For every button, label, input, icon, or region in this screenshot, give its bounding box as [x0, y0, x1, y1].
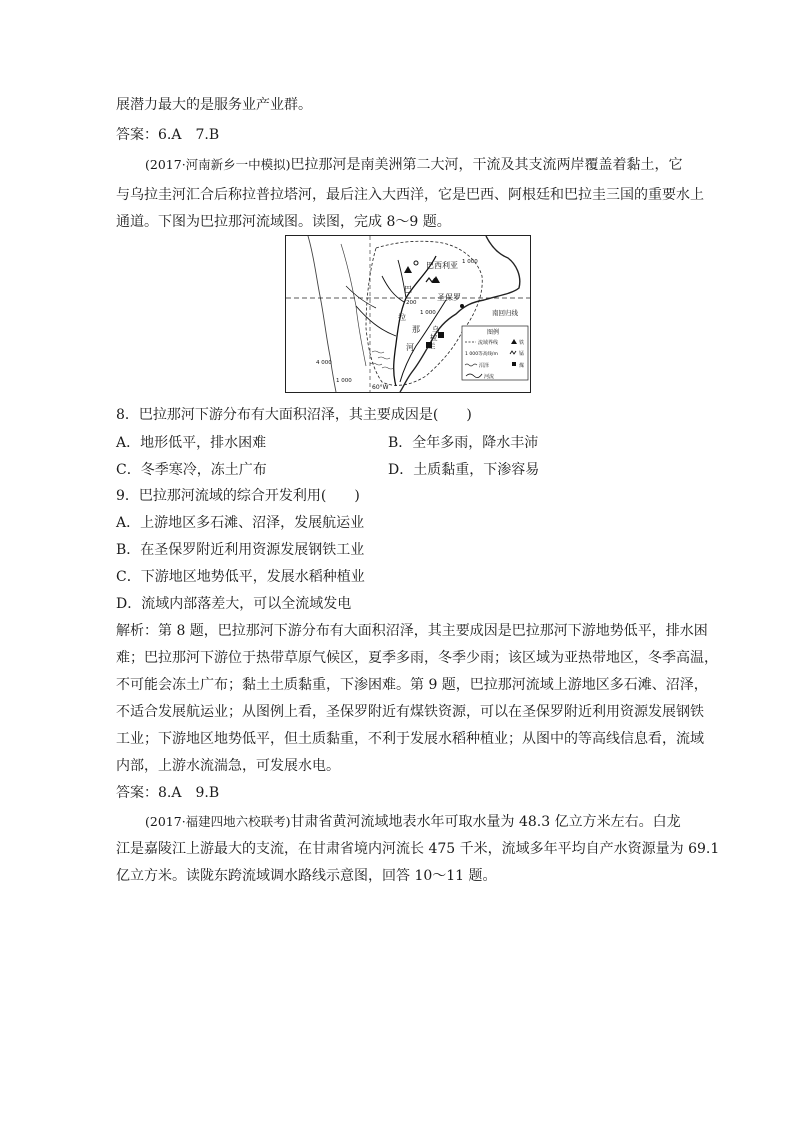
tributary-4 [346, 286, 376, 308]
map-svg [286, 236, 530, 392]
q9-option-b: B．在圣保罗附近利用资源发展钢铁工业 [116, 542, 365, 558]
passage-2-line-1 [145, 812, 681, 832]
legend-iron: 铁 [519, 340, 525, 346]
label-river-ba: 巴 [404, 285, 412, 294]
passage-1-line-2: 与乌拉圭河汇合后称拉普拉塔河，最后注入大西洋，它是巴西、阿根廷和巴拉圭三国的重要水上 [116, 187, 704, 203]
label-uruguay-la: 拉 [430, 333, 438, 342]
label-uruguay-wu: 乌 [432, 325, 440, 334]
q8-option-a: A．地形低平，排水困难 [116, 435, 267, 451]
q9-option-a: A．上游地区多石滩、沼泽，发展航运业 [116, 515, 365, 531]
label-river-he: 河 [406, 343, 414, 352]
passage-2-text: 甘肃省黄河流域地表水年可取水量为 48.3 亿立方米左右。白龙 [290, 814, 681, 830]
label-brasilia: 巴西利亚 [426, 261, 458, 270]
answer-8-9: 答案：8.A 9.B [116, 785, 220, 801]
swamp-marks [370, 351, 394, 369]
tributary-3 [356, 306, 396, 336]
parana-river-map [285, 235, 531, 393]
legend-title: 图例 [487, 329, 500, 336]
q8-option-c: C．冬季寒冷，冻土广布 [116, 462, 267, 478]
contour-1000-a: 1 000 [462, 259, 478, 265]
question-8: 8．巴拉那河下游分布有大面积沼泽，其主要成因是( ) [116, 407, 472, 423]
explanation-line-2: 难；巴拉那河下游位于热带草原气候区，夏季多雨，冬季少雨；该区域为亚热带地区，冬季高温， [116, 650, 718, 666]
legend-contour: 1 000等高线/m [465, 352, 498, 357]
explanation-line-4: 不适合发展航运业；从图例上看，圣保罗附近有煤铁资源，可以在圣保罗附近利用资源发展钢铁 [116, 704, 704, 720]
legend-swamp: 沼泽 [479, 363, 490, 369]
map-legend [462, 326, 528, 380]
contour-4000: 4 000 [316, 360, 332, 366]
text-line-1: 展潜力最大的是服务业产业群。 [116, 97, 312, 113]
question-9: 9．巴拉那河流域的综合开发利用( ) [116, 488, 360, 504]
legend-river: 河流 [484, 374, 495, 380]
passage-1-text: 巴拉那河是南美洲第二大河，干流及其支流两岸覆盖着黏土，它 [290, 157, 683, 173]
longitude-label: 60°W [372, 384, 389, 391]
passage-2-line-3: 亿立方米。读陇东跨流域调水路线示意图，回答 10～11 题。 [116, 868, 497, 884]
explanation-line-1: 解析：第 8 题，巴拉那河下游分布有大面积沼泽，其主要成因是巴拉那河下游地势低平，排水困 [116, 623, 708, 639]
q8-option-d: D．土质黏重，下渗容易 [388, 462, 540, 478]
brasilia-dot [414, 261, 418, 265]
label-river-na: 那 [412, 325, 420, 334]
label-saopaulo: 圣保罗 [437, 293, 461, 302]
explanation-line-3: 不可能会冻土广布；黏土土质黏重，下渗困难。第 9 题，巴拉那河流域上游地区多石滩、沼泽， [116, 677, 708, 693]
passage-2-line-2: 江是嘉陵江上游最大的支流，在甘肃省境内河流长 475 千米，流域多年平均自产水资源量为 69.1 [116, 841, 720, 857]
contour-200: 200 [406, 300, 417, 306]
passage-1-line-3: 通道。下图为巴拉那河流域图。读图，完成 8～9 题。 [116, 214, 451, 230]
contour-1000-b: 1 000 [420, 310, 436, 316]
label-uruguay-gui: 圭 [428, 341, 436, 350]
q9-option-c: C．下游地区地势低平，发展水稻种植业 [116, 569, 365, 585]
q8-option-b: B．全年多雨，降水丰沛 [388, 435, 539, 451]
label-river-la: 拉 [398, 313, 406, 322]
saopaulo-dot [460, 304, 464, 308]
explanation-line-6: 内部，上游水流湍急，可发展水电。 [116, 758, 340, 774]
legend-manganese: 锰 [519, 351, 525, 357]
andes-line [308, 236, 336, 392]
label-tropic: 南回归线 [492, 309, 518, 317]
passage-2-source: (2017·福建四地六校联考) [145, 814, 291, 829]
answer-6-7: 答案：6.A 7.B [116, 127, 220, 143]
legend-coal: 煤 [519, 363, 525, 369]
explanation-line-5: 工业；下游地区地势低平，但土质黏重，不利于发展水稻种植业；从图中的等高线信息看，流域 [116, 731, 704, 747]
iron-symbol [404, 266, 412, 273]
contour-1000-c: 1 000 [336, 378, 352, 384]
andes-line-2 [341, 244, 366, 366]
passage-1-line-1 [145, 155, 683, 175]
q9-option-d: D．流域内部落差大，可以全流域发电 [116, 596, 352, 612]
passage-1-source: (2017·河南新乡一中模拟) [145, 157, 291, 172]
legend-boundary: 流域界线 [478, 340, 499, 346]
